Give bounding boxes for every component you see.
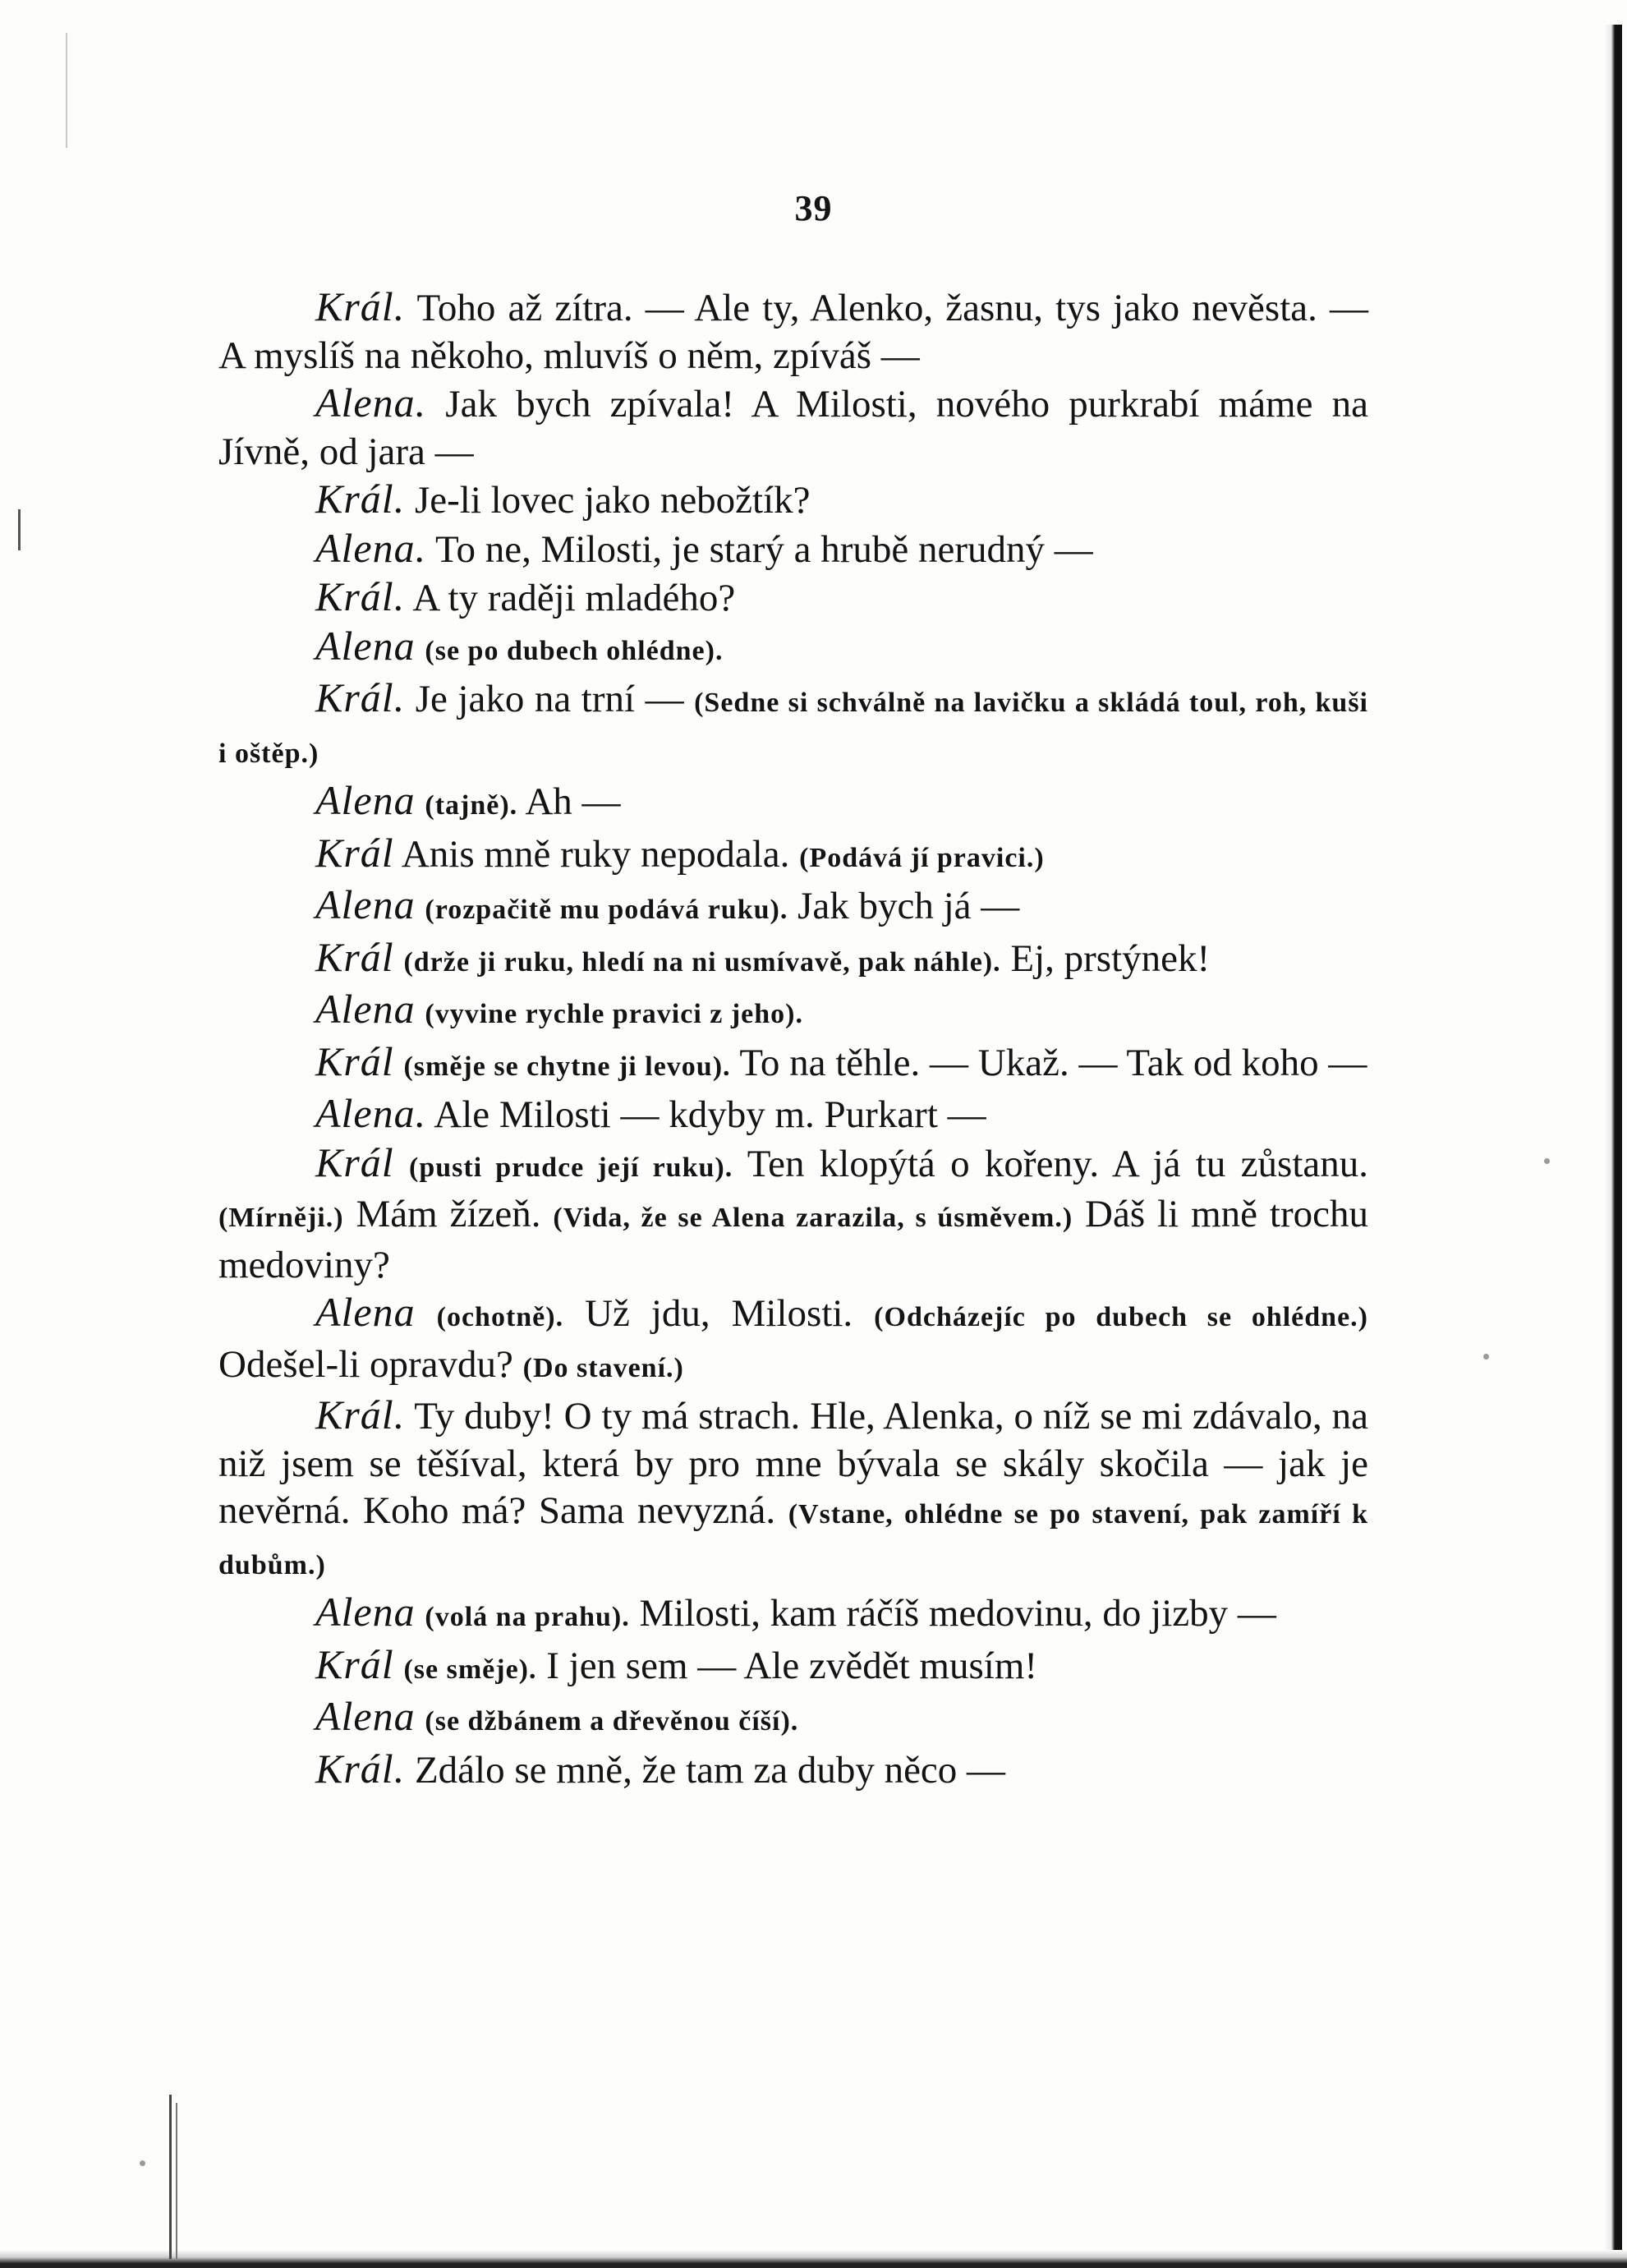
- speech-text: Mám žízeň.: [343, 1193, 554, 1235]
- speaker-name: Alena: [315, 1589, 416, 1635]
- stage-direction: (ochotně).: [436, 1302, 564, 1332]
- speaker-name: Král.: [315, 476, 406, 522]
- speaker-name: Král.: [315, 283, 406, 329]
- stage-direction: (se směje).: [403, 1654, 537, 1685]
- stage-direction: (Vida, že se Alena zarazila, s úsměvem.): [553, 1203, 1073, 1233]
- speech-text: Ty duby! O ty má strach. Hle, Alenka, o níž se mi zdávalo, na niž jsem se těšíval, která by pro mne bývala se skály skočila — jak je nevěrná. Koho má? Sama nevyzná.: [218, 1395, 1368, 1532]
- speaker-name: Alena.: [315, 524, 427, 571]
- speaker-name: Král.: [315, 573, 406, 619]
- paragraph: [218, 881, 1368, 934]
- speech-text: Anis mně ruky nepodala.: [393, 832, 800, 876]
- speaker-name: Alena: [315, 777, 416, 823]
- scan-dot: [140, 2160, 145, 2166]
- speech-text: To na těhle. — Ukaž. — Tak od koho —: [730, 1041, 1367, 1084]
- paragraph: [218, 1746, 1368, 1795]
- scan-edge-bottom: [0, 2250, 1627, 2268]
- paragraph: [218, 1589, 1368, 1641]
- scan-mark: [176, 2103, 177, 2259]
- speaker-name: Alena: [315, 1693, 416, 1739]
- paragraph: [218, 1139, 1368, 1290]
- dialogue-text: [218, 283, 1368, 1794]
- speech-text: Je-li lovec jako nebožtík?: [405, 479, 811, 522]
- speech-text: Odešel-li opravdu?: [218, 1342, 523, 1386]
- speech-text: Jak bych já —: [788, 885, 1020, 927]
- paragraph: [218, 934, 1368, 987]
- scan-mark: [169, 2095, 172, 2259]
- paragraph: [218, 1289, 1368, 1392]
- paragraph: [218, 777, 1368, 830]
- paragraph: [218, 1090, 1368, 1139]
- paragraph: [218, 1641, 1368, 1694]
- speaker-name: Král: [315, 933, 394, 980]
- page-number: 39: [794, 188, 833, 228]
- speaker-name: Alena: [315, 1289, 416, 1335]
- speech-text: Toho až zítra. — Ale ty, Alenko, žasnu, tys jako nevěsta. — A myslíš na někoho, mluvíš o něm, zpíváš —: [218, 287, 1368, 377]
- stage-direction: (směje se chytne ji levou).: [403, 1051, 731, 1082]
- speech-text: Už jdu, Milosti.: [563, 1292, 875, 1335]
- scan-dot: [1544, 1158, 1550, 1164]
- stage-direction: (tajně).: [425, 790, 518, 821]
- speech-text: To ne, Milosti, je starý a hrubě nerudný —: [426, 527, 1093, 571]
- speaker-name: Král.: [315, 1392, 406, 1438]
- stage-direction: (Mírněji.): [218, 1203, 344, 1233]
- paragraph: [218, 1693, 1368, 1746]
- paragraph: [218, 830, 1368, 882]
- paragraph: [218, 573, 1368, 623]
- paragraph: [218, 986, 1368, 1038]
- speaker-name: Král: [315, 1640, 394, 1687]
- speaker-name: Alena: [315, 986, 416, 1032]
- speaker-name: Alena.: [315, 1090, 427, 1136]
- speech-text: I jen sem — Ale zvědět musím!: [536, 1644, 1038, 1687]
- speaker-name: Král: [315, 1037, 394, 1084]
- paragraph: [218, 674, 1368, 777]
- paragraph: [218, 283, 1368, 380]
- speaker-name: Alena: [315, 881, 416, 927]
- stage-direction: (se po dubech ohlédne).: [425, 635, 724, 666]
- speech-text: Zdálo se mně, že tam za duby něco —: [405, 1748, 1006, 1792]
- speaker-name: Král.: [315, 674, 406, 720]
- speech-text: Ten klopýtá o kořeny. A já tu zůstanu.: [733, 1142, 1368, 1185]
- speech-text: Dáš li mně trochu medoviny?: [218, 1193, 1368, 1286]
- speech-text: Ah —: [517, 780, 621, 823]
- stage-direction: (Sedne si schválně na lavičku a skládá toul, roh, kuši i oštěp.): [218, 688, 1369, 769]
- speaker-name: Král: [315, 1139, 394, 1185]
- scan-edge-right: [1604, 25, 1622, 2259]
- speaker-name: Alena.: [315, 380, 427, 426]
- stage-direction: (pusti prudce její ruku).: [409, 1152, 733, 1183]
- stage-direction: (Podává jí pravici.): [799, 842, 1045, 873]
- stage-direction: (Vstane, ohlédne se po stavení, pak zamíří k dubům.): [218, 1499, 1368, 1580]
- scan-edge-left: [66, 33, 67, 148]
- paragraph: [218, 1038, 1368, 1091]
- stage-direction: (se džbánem a dřevěnou číší).: [425, 1706, 799, 1737]
- paragraph: [218, 525, 1368, 574]
- speech-text: A ty raději mladého?: [405, 577, 736, 619]
- speech-text: Ale Milosti — kdyby m. Purkart —: [426, 1093, 986, 1136]
- paragraph: [218, 623, 1368, 675]
- scan-mark: [18, 509, 21, 550]
- speech-text: Jak bych zpívala! A Milosti, nového purkrabí máme na Jívně, od jara —: [218, 383, 1368, 473]
- paragraph: [218, 1392, 1368, 1589]
- stage-direction: (Do stavení.): [522, 1352, 684, 1383]
- stage-direction: (rozpačitě mu podává ruku).: [425, 895, 788, 925]
- stage-direction: (drže ji ruku, hledí na ni usmívavě, pak náhle).: [403, 946, 1001, 978]
- stage-direction: (volá na prahu).: [425, 1602, 630, 1632]
- speech-text: Milosti, kam ráčíš medovinu, do jizby —: [629, 1592, 1276, 1635]
- speaker-name: Alena: [315, 622, 416, 669]
- paragraph: [218, 476, 1368, 525]
- stage-direction: (Odcházejíc po dubech se ohlédne.): [874, 1302, 1369, 1332]
- speech-text: Ej, prstýnek!: [1000, 936, 1211, 980]
- paragraph: [218, 380, 1368, 476]
- speaker-name: Král: [315, 829, 394, 876]
- speech-text: Je jako na trní —: [405, 678, 695, 720]
- scan-dot: [1483, 1354, 1489, 1359]
- speaker-name: Král.: [315, 1745, 406, 1792]
- stage-direction: (vyvine rychle pravici z jeho).: [425, 999, 804, 1029]
